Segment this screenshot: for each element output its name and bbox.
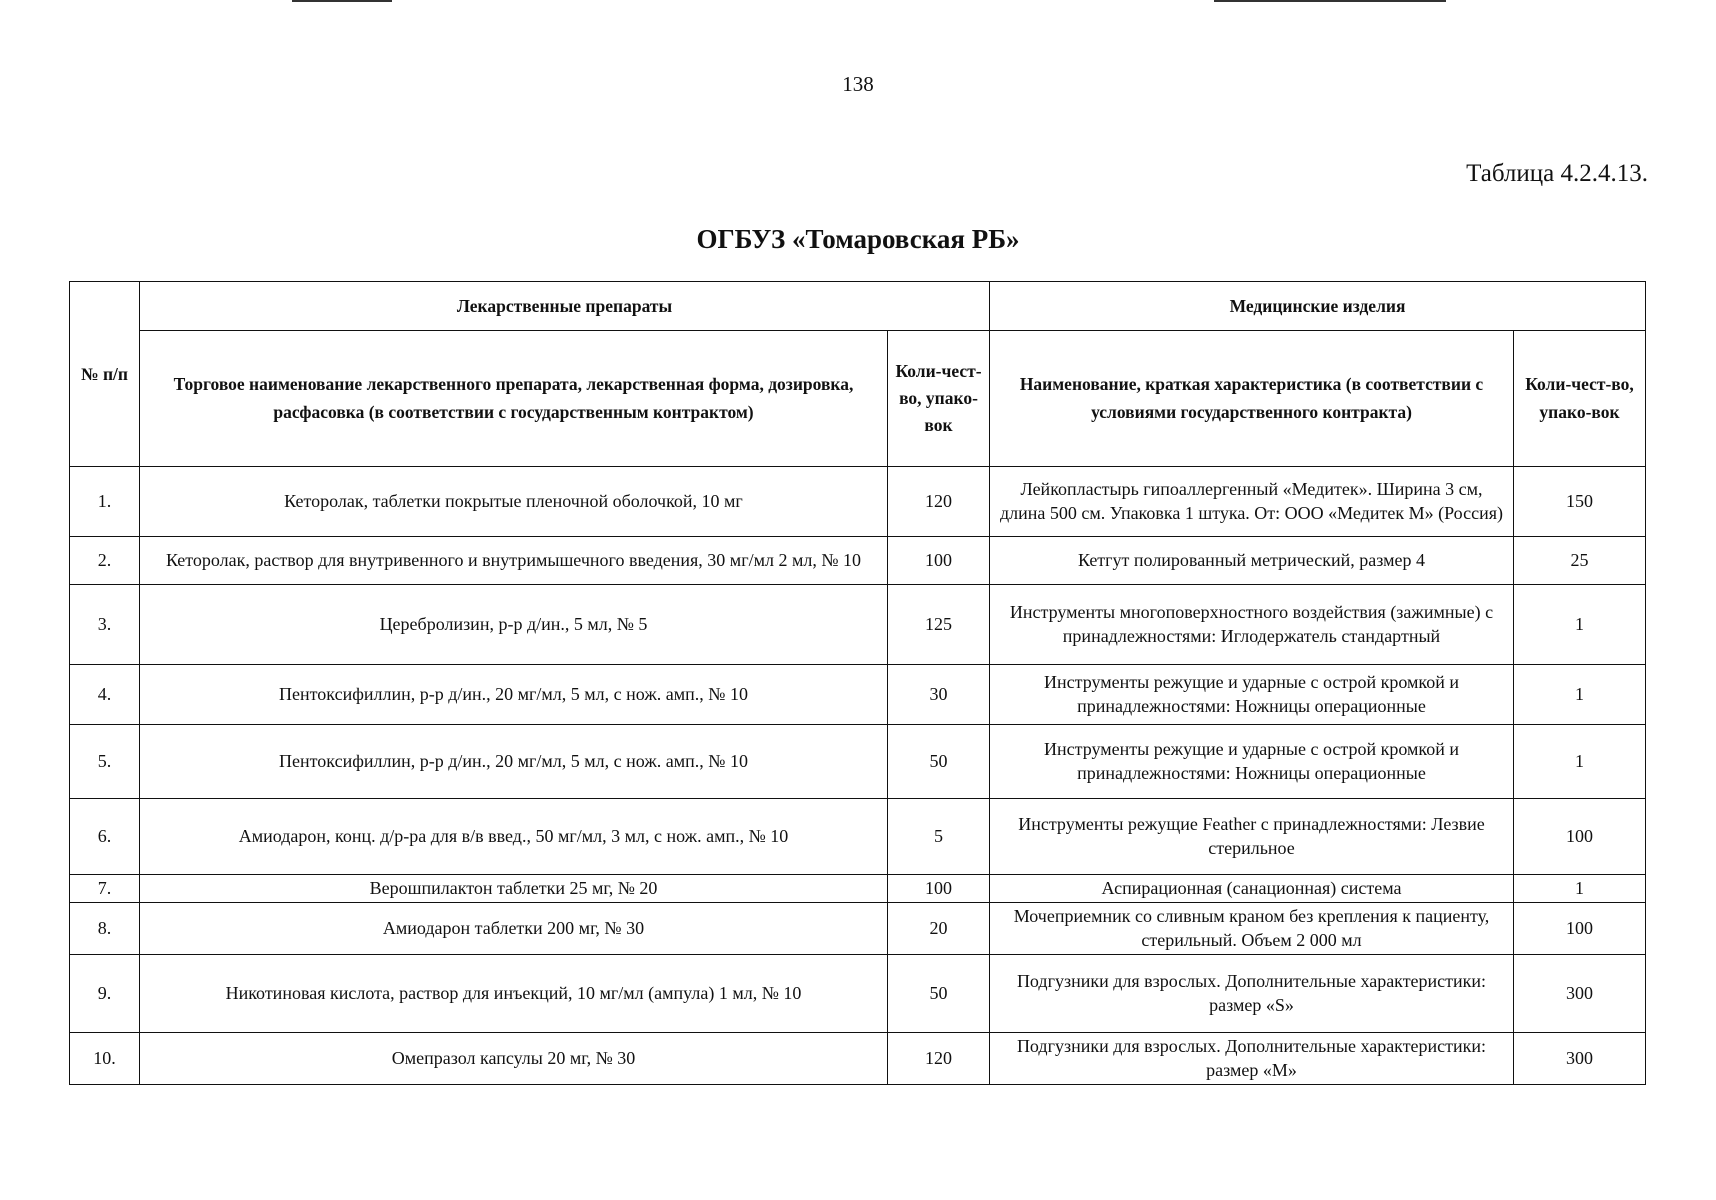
table-row: [70, 903, 1646, 955]
row-number: 1.: [70, 467, 140, 537]
table-row: [70, 799, 1646, 875]
row-number: 3.: [70, 585, 140, 665]
device-qty-cell: 100: [1514, 903, 1646, 955]
table-row: [70, 725, 1646, 799]
header-drug-qty: Коли-чест-во, упако-вок: [888, 331, 990, 467]
header-devices-group: Медицинские изделия: [990, 282, 1646, 331]
scan-mark: [1214, 0, 1446, 2]
device-name-cell: Подгузники для взрослых. Дополнительные характеристики: размер «М»: [990, 1033, 1514, 1085]
device-qty-cell: 1: [1514, 665, 1646, 725]
device-qty-cell: 150: [1514, 467, 1646, 537]
table-row: [70, 467, 1646, 537]
drug-qty-cell: 125: [888, 585, 990, 665]
drug-name-cell: Кеторолак, таблетки покрытые пленочной оболочкой, 10 мг: [140, 467, 888, 537]
header-device-qty: Коли-чест-во, упако-вок: [1514, 331, 1646, 467]
header-num: № п/п: [70, 282, 140, 467]
row-number: 2.: [70, 537, 140, 585]
device-qty-cell: 1: [1514, 875, 1646, 903]
row-number: 10.: [70, 1033, 140, 1085]
row-number: 5.: [70, 725, 140, 799]
row-number: 8.: [70, 903, 140, 955]
table-row: [70, 875, 1646, 903]
drug-qty-cell: 30: [888, 665, 990, 725]
drug-name-cell: Верошпилактон таблетки 25 мг, № 20: [140, 875, 888, 903]
device-name-cell: Лейкопластырь гипоаллергенный «Медитек». Ширина 3 см, длина 500 см. Упаковка 1 штука. От: ООО «Медитек М» (Россия): [990, 467, 1514, 537]
drug-name-cell: Кеторолак, раствор для внутривенного и внутримышечного введения, 30 мг/мл 2 мл, № 10: [140, 537, 888, 585]
device-qty-cell: 100: [1514, 799, 1646, 875]
drug-qty-cell: 50: [888, 955, 990, 1033]
drug-name-cell: Пентоксифиллин, р-р д/ин., 20 мг/мл, 5 мл, с нож. амп., № 10: [140, 725, 888, 799]
row-number: 7.: [70, 875, 140, 903]
table-row: [70, 955, 1646, 1033]
drug-qty-cell: 5: [888, 799, 990, 875]
device-name-cell: Аспирационная (санационная) система: [990, 875, 1514, 903]
document-title: ОГБУЗ «Томаровская РБ»: [696, 224, 1020, 254]
drug-name-cell: Амиодарон таблетки 200 мг, № 30: [140, 903, 888, 955]
device-name-cell: Инструменты режущие Feather с принадлежностями: Лезвие стерильное: [990, 799, 1514, 875]
device-qty-cell: 25: [1514, 537, 1646, 585]
header-drug-name: Торговое наименование лекарственного препарата, лекарственная форма, дозировка, расфасовка (в соответствии с государственным контрактом): [140, 331, 888, 467]
row-number: 6.: [70, 799, 140, 875]
drug-name-cell: Омепразол капсулы 20 мг, № 30: [140, 1033, 888, 1085]
drug-qty-cell: 100: [888, 875, 990, 903]
header-device-name: Наименование, краткая характеристика (в соответствии с условиями государственного контракта): [990, 331, 1514, 467]
table-row: [70, 1033, 1646, 1085]
row-number: 4.: [70, 665, 140, 725]
scan-mark: [292, 0, 392, 2]
drug-qty-cell: 50: [888, 725, 990, 799]
device-qty-cell: 1: [1514, 585, 1646, 665]
device-qty-cell: 1: [1514, 725, 1646, 799]
device-name-cell: Инструменты режущие и ударные с острой кромкой и принадлежностями: Ножницы операционные: [990, 725, 1514, 799]
header-row-groups: [70, 282, 1646, 331]
device-name-cell: Подгузники для взрослых. Дополнительные характеристики: размер «S»: [990, 955, 1514, 1033]
table-header: [70, 282, 1646, 467]
row-number: 9.: [70, 955, 140, 1033]
table-label: Таблица 4.2.4.13.: [1466, 160, 1648, 187]
drugs-devices-table: [69, 281, 1646, 1085]
page-number: 138: [842, 72, 874, 96]
drug-name-cell: Пентоксифиллин, р-р д/ин., 20 мг/мл, 5 мл, с нож. амп., № 10: [140, 665, 888, 725]
table-body: [70, 467, 1646, 1085]
header-drugs-group: Лекарственные препараты: [140, 282, 990, 331]
drug-name-cell: Церебролизин, р-р д/ин., 5 мл, № 5: [140, 585, 888, 665]
device-name-cell: Кетгут полированный метрический, размер 4: [990, 537, 1514, 585]
device-qty-cell: 300: [1514, 1033, 1646, 1085]
drug-qty-cell: 20: [888, 903, 990, 955]
device-name-cell: Инструменты многоповерхностного воздействия (зажимные) с принадлежностями: Иглодержатель стандартный: [990, 585, 1514, 665]
drug-qty-cell: 100: [888, 537, 990, 585]
drug-name-cell: Никотиновая кислота, раствор для инъекций, 10 мг/мл (ампула) 1 мл, № 10: [140, 955, 888, 1033]
device-name-cell: Инструменты режущие и ударные с острой кромкой и принадлежностями: Ножницы операционные: [990, 665, 1514, 725]
table-row: [70, 665, 1646, 725]
device-name-cell: Мочеприемник со сливным краном без крепления к пациенту, стерильный. Объем 2 000 мл: [990, 903, 1514, 955]
drug-qty-cell: 120: [888, 467, 990, 537]
table-row: [70, 537, 1646, 585]
header-row-columns: [70, 331, 1646, 467]
table-row: [70, 585, 1646, 665]
drug-name-cell: Амиодарон, конц. д/р-ра для в/в введ., 50 мг/мл, 3 мл, с нож. амп., № 10: [140, 799, 888, 875]
drug-qty-cell: 120: [888, 1033, 990, 1085]
device-qty-cell: 300: [1514, 955, 1646, 1033]
